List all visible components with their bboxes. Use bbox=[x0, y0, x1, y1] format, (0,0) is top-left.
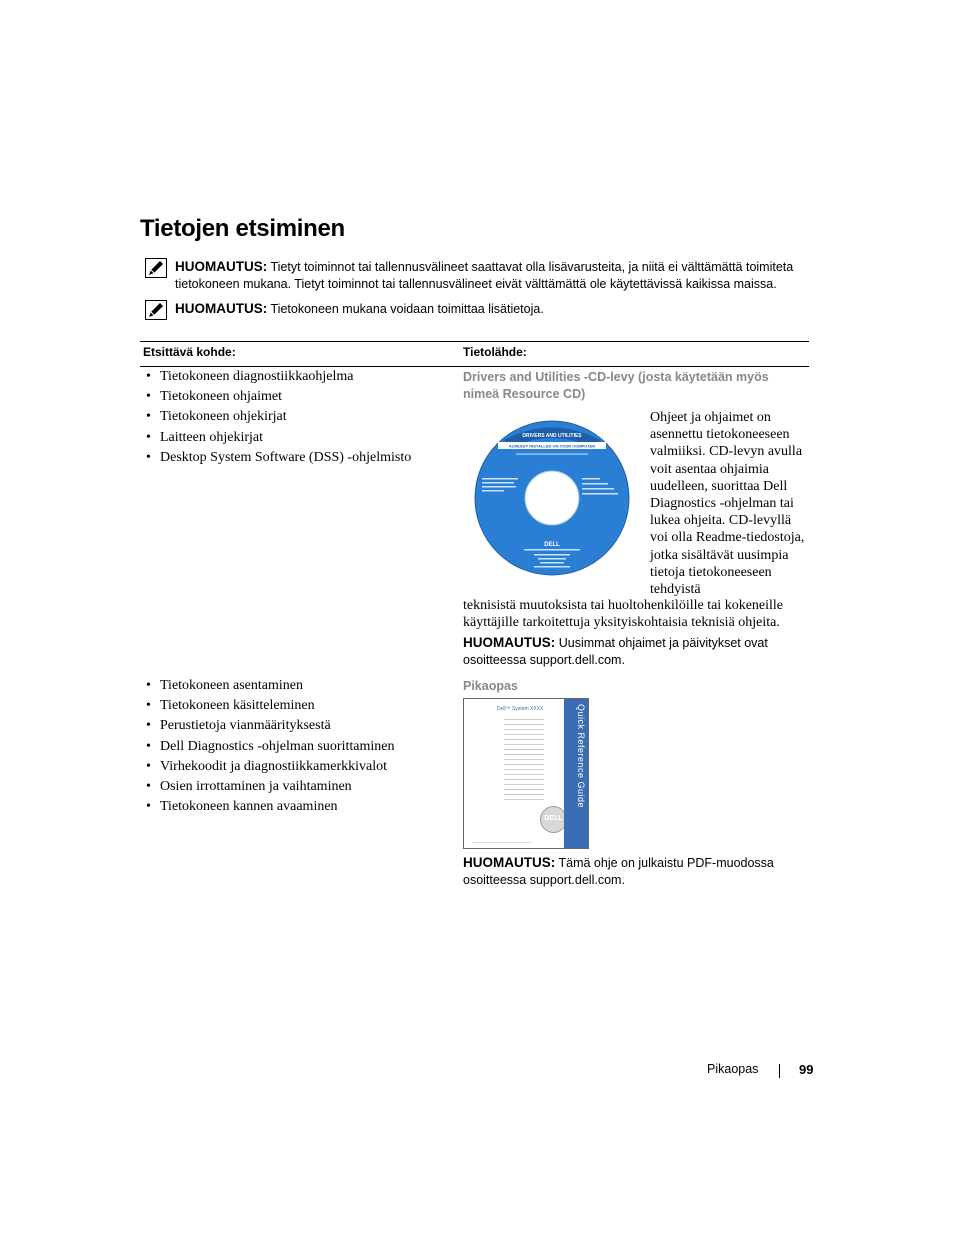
list-item: • Tietokoneen ohjekirjat bbox=[146, 407, 411, 427]
cd-description-continued: teknisistä muutoksista tai huoltohenkilöille tai kokeneille käyttäjille tarkoitettuja yksityiskohtaisia teknisiä ohjeita. bbox=[463, 598, 784, 631]
cd-banner2-text: ALREADY INSTALLED ON YOUR COMPUTER bbox=[508, 443, 596, 449]
list-item: • Tietokoneen käsitteleminen bbox=[146, 696, 394, 716]
note-label: HUOMAUTUS: bbox=[463, 855, 556, 870]
quick-reference-guide-image bbox=[463, 698, 589, 849]
table-header-source: Tietolähde: bbox=[463, 345, 527, 359]
source-heading-guide: Pikaopas bbox=[463, 679, 518, 693]
list-item: • Tietokoneen kannen avaaminen bbox=[146, 797, 394, 817]
cd-dell-logo: DELL bbox=[544, 542, 560, 548]
guide-logo-text: DELL bbox=[544, 815, 563, 822]
guide-toc-lines bbox=[504, 719, 544, 804]
note-end: . bbox=[621, 653, 625, 667]
cd-disc-image bbox=[474, 420, 630, 576]
items-list-1 bbox=[146, 367, 411, 468]
guide-note bbox=[463, 854, 808, 889]
note-label: HUOMAUTUS: bbox=[463, 635, 556, 650]
list-item: • Tietokoneen asentaminen bbox=[146, 676, 394, 696]
list-item: • Perustietoja vianmäärityksestä bbox=[146, 716, 394, 736]
page-number: 99 bbox=[799, 1062, 814, 1077]
note-text: Tietokoneen mukana voidaan toimittaa lisätietoja. bbox=[270, 302, 544, 316]
source-heading-cd: Drivers and Utilities -CD-levy (josta käytetään myös nimeä Resource CD) bbox=[463, 370, 769, 401]
guide-spine-text: Quick Reference Guide bbox=[576, 704, 586, 809]
note-text: Tietyt toiminnot tai tallennusvälineet saattavat olla lisävarusteita, ja niitä ei välttämättä toimiteta tietokoneen mukana. Tietyt toiminnot tai tallennusvälineet eivät välttämättä ole käytettävissä kaikissa maissa. bbox=[175, 260, 794, 291]
support-link[interactable]: support.dell.com bbox=[529, 873, 622, 887]
list-item: • Tietokoneen ohjaimet bbox=[146, 387, 411, 407]
list-item: • Desktop System Software (DSS) -ohjelmisto bbox=[146, 448, 411, 468]
dell-logo-icon bbox=[540, 806, 567, 833]
list-item: • Tietokoneen diagnostiikkaohjelma bbox=[146, 367, 411, 387]
table-header-item: Etsittävä kohde: bbox=[143, 345, 236, 359]
pencil-note-icon bbox=[145, 300, 167, 320]
note-label: HUOMAUTUS: bbox=[175, 301, 268, 316]
note-1 bbox=[145, 258, 810, 293]
list-item: • Virhekoodit ja diagnostiikkamerkkivalot bbox=[146, 757, 394, 777]
cd-note bbox=[463, 634, 808, 669]
note-end: . bbox=[621, 873, 625, 887]
cd-description: Ohjeet ja ohjaimet on asennettu tietokoneeseen valmiiksi. CD-levyn avulla voit asentaa ohjaimia uudelleen, suorittaa Dell Diagnostics -ohjelman tai lukea ohjeita. CD-levyllä voi olla Readme-tiedostoja, jotka sisältävät uusimpia tietoja tietokoneeseen tehdyistä bbox=[650, 410, 805, 598]
list-item: • Laitteen ohjekirjat bbox=[146, 428, 411, 448]
list-item: • Dell Diagnostics -ohjelman suorittaminen bbox=[146, 737, 394, 757]
list-item: • Osien irrottaminen ja vaihtaminen bbox=[146, 777, 394, 797]
guide-footer-line bbox=[472, 842, 532, 843]
note-text: Tämä ohje on julkaistu PDF-muodossa osoitteessa bbox=[463, 856, 774, 887]
page-title: Tietojen etsiminen bbox=[140, 215, 345, 242]
table-top-rule bbox=[140, 341, 809, 342]
guide-title: Dell™ System XXXX bbox=[497, 706, 544, 712]
footer-separator bbox=[779, 1064, 780, 1078]
note-text: Uusimmat ohjaimet ja päivitykset ovat osoitteessa bbox=[463, 636, 768, 667]
support-link[interactable]: support.dell.com bbox=[529, 653, 622, 667]
footer-section: Pikaopas bbox=[707, 1062, 759, 1076]
note-2 bbox=[145, 300, 810, 318]
items-list-2 bbox=[146, 676, 394, 817]
note-label: HUOMAUTUS: bbox=[175, 259, 268, 274]
cd-banner-text: DRIVERS AND UTILITIES bbox=[522, 433, 582, 439]
pencil-note-icon bbox=[145, 258, 167, 278]
